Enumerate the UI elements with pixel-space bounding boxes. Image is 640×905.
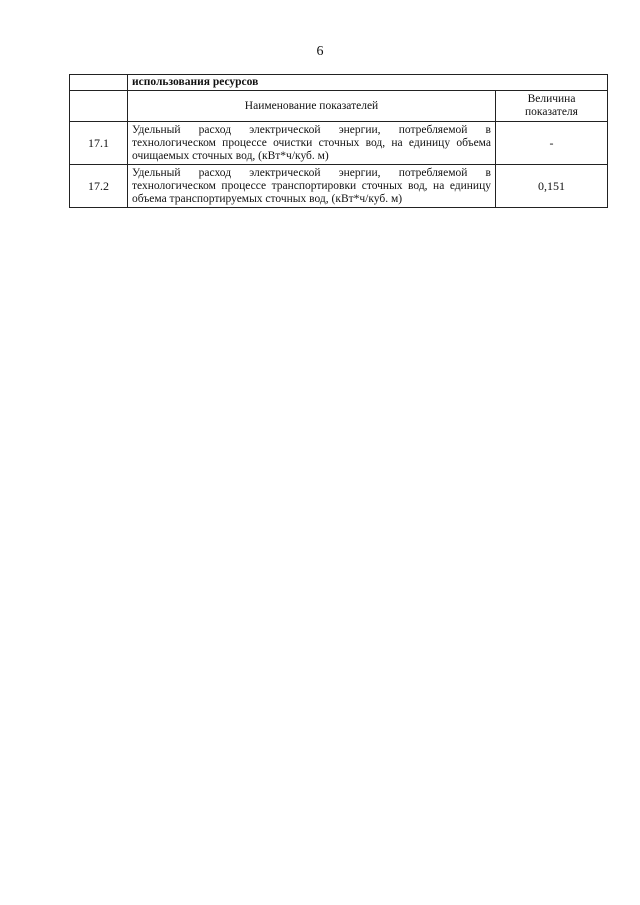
row-number: 17.2 [70, 165, 128, 208]
section-row [70, 75, 608, 91]
table-row [70, 165, 608, 208]
indicators-table [69, 74, 608, 208]
column-header-name: Наименование показателей [128, 91, 496, 122]
page-number: 6 [316, 44, 324, 59]
header-number-cell [70, 91, 128, 122]
section-number-cell [70, 75, 128, 91]
row-indicator-value: - [496, 122, 608, 165]
row-number: 17.1 [70, 122, 128, 165]
row-indicator-name: Удельный расход электрической энергии, потребляемой в технологическом процессе транспортировки сточных вод, на единицу объема транспортируемых сточных вод, (кВт*ч/куб. м) [128, 165, 496, 208]
section-title: использования ресурсов [128, 75, 608, 91]
column-header-value: Величина показателя [496, 91, 608, 122]
table-row [70, 122, 608, 165]
header-row [70, 91, 608, 122]
row-indicator-name: Удельный расход электрической энергии, потребляемой в технологическом процессе очистки сточных вод, на единицу объема очищаемых сточных вод, (кВт*ч/куб. м) [128, 122, 496, 165]
row-indicator-value: 0,151 [496, 165, 608, 208]
